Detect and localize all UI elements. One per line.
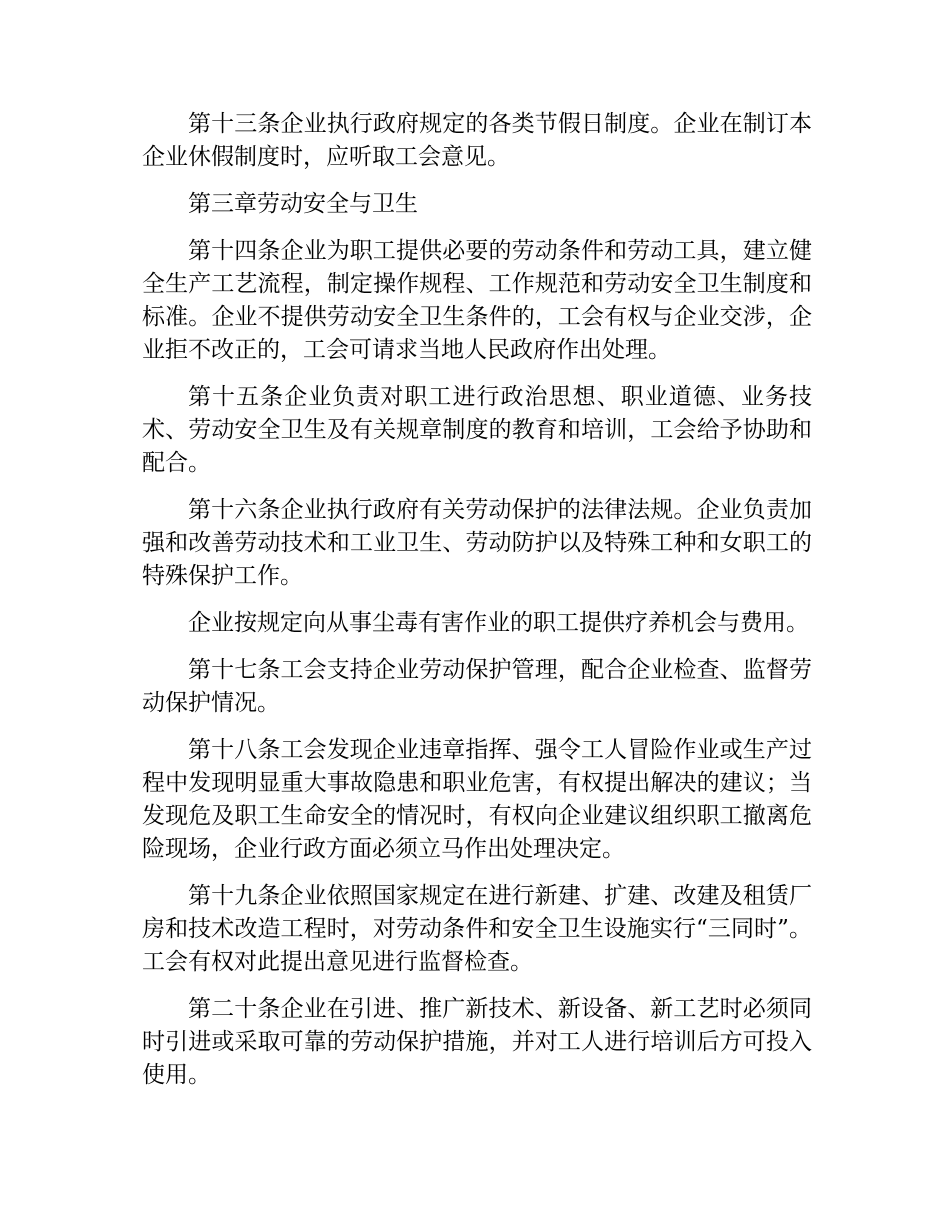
paragraph-article-17: 第十七条工会支持企业劳动保护管理，配合企业检查、监督劳动保护情况。 (142, 657, 812, 716)
chapter-heading-3: 第三章劳动安全与卫生 (188, 191, 418, 217)
paragraph-article-16: 第十六条企业执行政府有关劳动保护的法律法规。企业负责加强和改善劳动技术和工业卫生、劳动防护以及特殊工种和女职工的特殊保护工作。 (142, 497, 812, 589)
paragraph-article-18: 第十八条工会发现企业违章指挥、强令工人冒险作业或生产过程中发现明显重大事故隐患和职业危害，有权提出解决的建议；当发现危及职工生命安全的情况时，有权向企业建议组织职工撤离危险现场，企业行政方面必须立马作出处理决定。 (142, 737, 812, 862)
paragraph-article-19: 第十九条企业依照国家规定在进行新建、扩建、改建及租赁厂房和技术改造工程时，对劳动条件和安全卫生设施实行“三同时”。工会有权对此提出意见进行监督检查。 (142, 883, 812, 975)
paragraph-article-15: 第十五条企业负责对职工进行政治思想、职业道德、业务技术、劳动安全卫生及有关规章制度的教育和培训，工会给予协助和配合。 (142, 384, 812, 476)
paragraph-article-14: 第十四条企业为职工提供必要的劳动条件和劳动工具，建立健全生产工艺流程，制定操作规程、工作规范和劳动安全卫生制度和标准。企业不提供劳动安全卫生条件的，工会有权与企业交涉，企业拒不改正的，工会可请求当地人民政府作出处理。 (142, 238, 812, 363)
paragraph-article-20: 第二十条企业在引进、推广新技术、新设备、新工艺时必须同时引进或采取可靠的劳动保护措施，并对工人进行培训后方可投入使用。 (142, 996, 812, 1088)
paragraph-article-16-continued: 企业按规定向从事尘毒有害作业的职工提供疗养机会与费用。 (188, 610, 809, 636)
paragraph-article-13: 第十三条企业执行政府规定的各类节假日制度。企业在制订本企业休假制度时，应听取工会意见。 (142, 111, 812, 170)
